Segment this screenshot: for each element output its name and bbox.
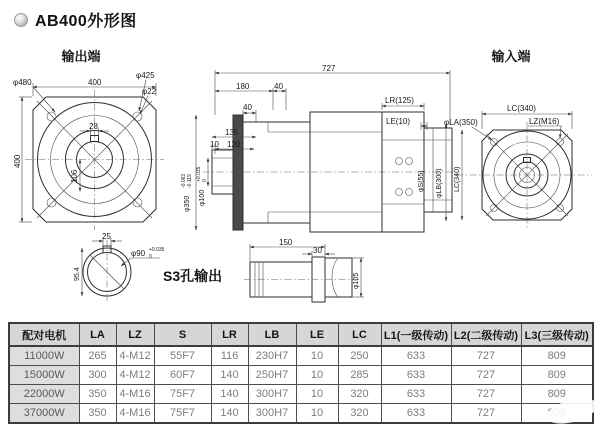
cell-motor: 22000W <box>9 385 79 404</box>
dim-dia-lb: φLB(300) <box>436 168 443 198</box>
cell: 285 <box>338 366 381 385</box>
page-title: AB400外形图 <box>35 13 137 30</box>
output-end-label: 输出端 <box>61 49 101 64</box>
dim-dia-la: φLA(350) <box>444 118 478 127</box>
dim-dia22: φ22 <box>142 87 157 96</box>
page-title-row <box>14 8 137 31</box>
cell: 75F7 <box>154 404 211 424</box>
dim-106: 106 <box>70 169 79 183</box>
cell: 300H7 <box>248 385 296 404</box>
cell: 4-M12 <box>116 346 154 366</box>
cell: 633 <box>381 346 451 366</box>
cell: 727 <box>451 385 521 404</box>
table-header-row <box>9 323 593 346</box>
dim-lz: LZ(M16) <box>529 117 560 126</box>
col-le: LE <box>296 323 338 346</box>
dim-727: 727 <box>322 64 336 73</box>
cell: 230H7 <box>248 346 296 366</box>
cell: 140 <box>211 404 248 424</box>
dim-lc-top: LC(340) <box>507 104 536 113</box>
dim-150: 150 <box>279 238 293 247</box>
dim-dia350: φ350 <box>184 195 191 212</box>
cell: 633 <box>381 385 451 404</box>
spec-table <box>8 322 594 424</box>
s3-output-label: S3孔输出 <box>163 268 223 284</box>
cell: 727 <box>451 366 521 385</box>
cell: 4-M16 <box>116 404 154 424</box>
col-lz: LZ <box>116 323 154 346</box>
dim-30: 30 <box>313 246 322 255</box>
dim-dia425: φ425 <box>136 71 155 80</box>
input-flange-view <box>444 104 592 228</box>
dim-dia100-tol-dn: 0 <box>202 179 208 182</box>
output-flange-view <box>13 71 164 230</box>
table-row <box>9 366 593 385</box>
cell: 140 <box>211 385 248 404</box>
section-view <box>181 64 460 232</box>
dim-40a: 40 <box>274 82 283 91</box>
col-motor: 配对电机 <box>9 323 79 346</box>
cell: 4-M12 <box>116 366 154 385</box>
col-lb: LB <box>248 323 296 346</box>
col-l2: L2(二级传动) <box>451 323 521 346</box>
dim-dia100: φ100 <box>199 189 206 206</box>
col-lr: LR <box>211 323 248 346</box>
dim-le: LE(10) <box>386 117 411 126</box>
dim-10: 10 <box>210 140 219 149</box>
cell: 350 <box>79 404 116 424</box>
col-la: LA <box>79 323 116 346</box>
dim-400-top: 400 <box>88 78 102 87</box>
cell: 727 <box>451 346 521 366</box>
table-row <box>9 385 593 404</box>
dim-dia350-tol-up: -0.062 <box>181 173 187 188</box>
dim-40b: 40 <box>243 103 252 112</box>
cell: 809 <box>521 346 593 366</box>
cell: 633 <box>381 366 451 385</box>
technical-drawing <box>0 40 600 322</box>
dim-lr: LR(125) <box>385 96 414 105</box>
dim-dia90-tol-dn: 0 <box>149 254 152 260</box>
table-row <box>9 404 593 424</box>
cell: 55F7 <box>154 346 211 366</box>
cell: 116 <box>211 346 248 366</box>
cell: 250H7 <box>248 366 296 385</box>
s3-hole-detail <box>74 232 222 302</box>
dim-28: 28 <box>89 122 98 131</box>
dim-dia90: φ90 <box>131 249 146 258</box>
cell: 4-M16 <box>116 385 154 404</box>
dim-dia90-tol-up: +0.035 <box>149 247 165 253</box>
cell: 250 <box>338 346 381 366</box>
cell: 300 <box>79 366 116 385</box>
bullet-icon <box>14 13 28 27</box>
dim-dia350-tol-dn: -0.119 <box>187 174 193 188</box>
dim-lc-left: LC(340) <box>454 166 461 192</box>
cell: 350 <box>79 385 116 404</box>
dim-25: 25 <box>102 232 111 241</box>
dim-180: 180 <box>236 82 250 91</box>
cell: 60F7 <box>154 366 211 385</box>
dim-dia105: φ105 <box>353 272 360 289</box>
col-lc: LC <box>338 323 381 346</box>
dim-120: 120 <box>227 140 241 149</box>
cell: 140 <box>211 366 248 385</box>
cell-motor: 11000W <box>9 346 79 366</box>
cell-motor: 37000W <box>9 404 79 424</box>
dim-dia480: φ480 <box>13 78 32 87</box>
cell: 75F7 <box>154 385 211 404</box>
col-l3: L3(三级传动) <box>521 323 593 346</box>
cell: 10 <box>296 366 338 385</box>
cell: 265 <box>79 346 116 366</box>
cell: 727 <box>451 404 521 424</box>
input-end-label: 输入端 <box>491 49 531 64</box>
cell: 10 <box>296 346 338 366</box>
cell: 300H7 <box>248 404 296 424</box>
table-row <box>9 346 593 366</box>
col-s: S <box>154 323 211 346</box>
dim-135: 135 <box>225 128 239 137</box>
cell: 320 <box>338 404 381 424</box>
cell: 320 <box>338 385 381 404</box>
shaft-detail <box>244 238 364 302</box>
dim-dia-s: φS(55) <box>418 170 425 192</box>
dim-dia100-tol-up: +0.035 <box>196 166 202 182</box>
dim-400-left: 400 <box>13 154 22 168</box>
cell: 809 <box>521 366 593 385</box>
dim-954: 95.4 <box>74 267 81 281</box>
cell: 809 <box>521 385 593 404</box>
cell: 10 <box>296 385 338 404</box>
col-l1: L1(一级传动) <box>381 323 451 346</box>
cell: 10 <box>296 404 338 424</box>
cell: 633 <box>381 404 451 424</box>
cell-motor: 15000W <box>9 366 79 385</box>
